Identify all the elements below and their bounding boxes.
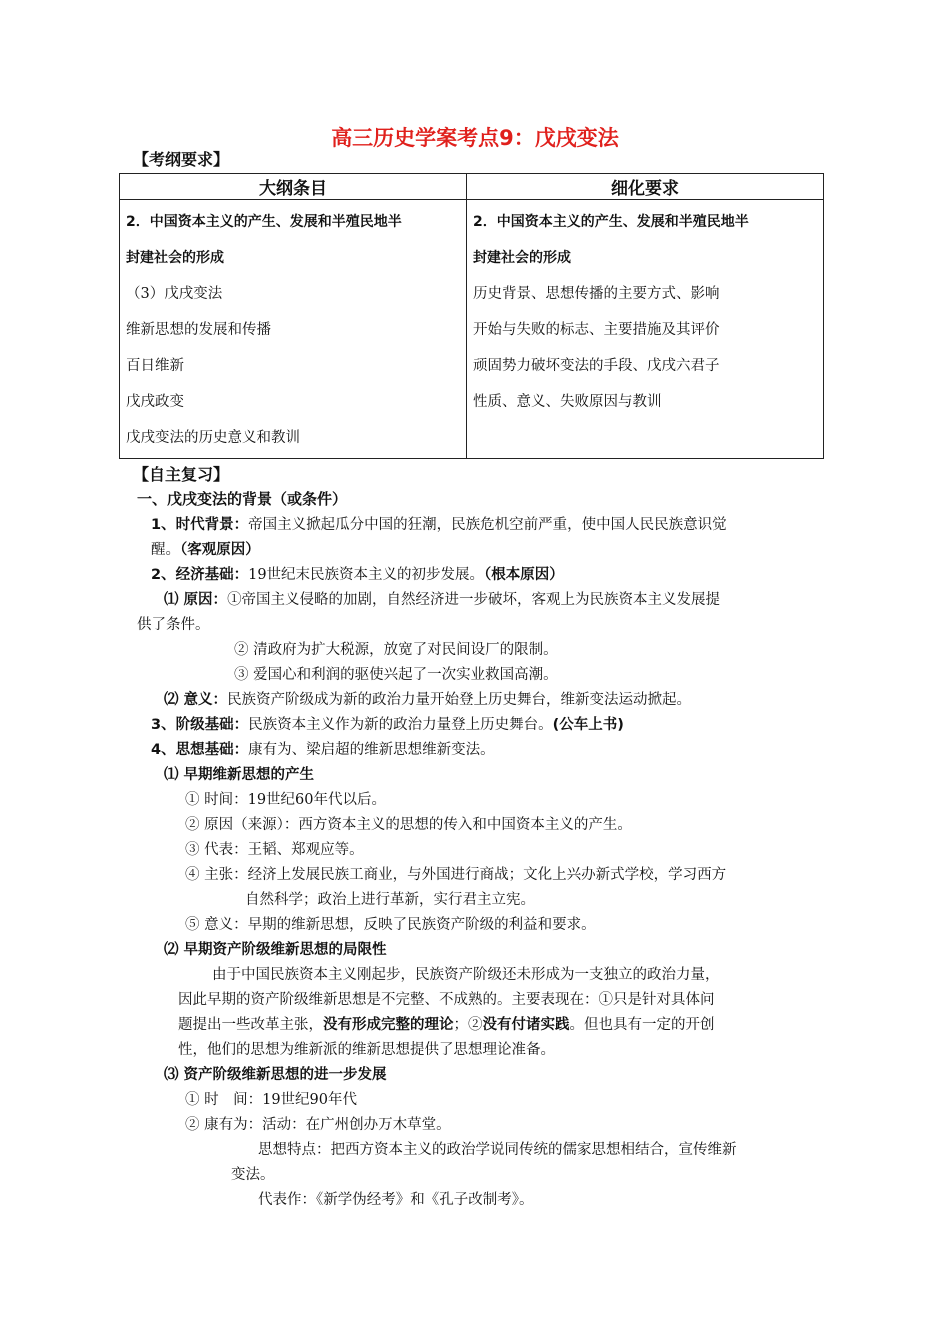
text: 19世纪末民族资本主义的初步发展。: [248, 567, 485, 583]
list-item: ③ 爱国心和利润的驱使兴起了一次实业救国高潮。: [234, 667, 558, 683]
emphasis: 没有付诸实践: [482, 1017, 570, 1033]
list-item-cont: 自然科学；政治上进行革新，实行君主立宪。: [245, 892, 535, 908]
paragraph-line: 因此早期的资产阶级维新思想是不完整、不成熟的。主要表现在：①只是针对具体问: [178, 992, 715, 1008]
details-cell: [467, 200, 824, 459]
table-cell-line: 百日维新: [126, 358, 184, 374]
table-cell-line: 性质、意义、失败原因与教训: [473, 394, 662, 410]
tag: （根本原因）: [484, 567, 564, 583]
paragraph-cause: [164, 588, 720, 609]
table-cell-line: 维新思想的发展和传播: [126, 322, 271, 338]
paragraph-class-basis: [151, 713, 624, 734]
table-cell-line: 2．中国资本主义的产生、发展和半殖民地半: [473, 214, 749, 230]
section-heading-review: 【自主复习】: [133, 465, 230, 484]
label: 2、经济基础：: [151, 567, 249, 583]
page-title: 高三历史学案考点9：戊戌变法: [331, 126, 619, 150]
table-cell-line: 2．中国资本主义的产生、发展和半殖民地半: [126, 214, 402, 230]
table-cell-line: 封建社会的形成: [473, 250, 571, 266]
table-cell-line: 戊戌政变: [126, 394, 184, 410]
paragraph-line: 性，他们的思想为维新派的维新思想提供了思想理论准备。: [178, 1042, 555, 1058]
paragraph-ideological-basis: [151, 738, 495, 759]
table-cell-line: 开始与失败的标志、主要措施及其评价: [473, 322, 720, 338]
list-item: ② 康有为：活动：在广州创办万木草堂。: [185, 1117, 451, 1133]
paragraph-cause-cont: 供了条件。: [137, 617, 210, 633]
emphasis: 没有形成完整的理论: [323, 1017, 454, 1033]
table-cell-line: 顽固势力破坏变法的手段、戊戌六君子: [473, 358, 720, 374]
text: ；②: [453, 1017, 483, 1033]
text: 帝国主义掀起瓜分中国的狂潮，民族危机空前严重，使中国人民民族意识觉: [248, 517, 727, 533]
text: 。但也具有一定的开创: [569, 1017, 715, 1033]
list-item: ③ 代表：王韬、郑观应等。: [185, 842, 364, 858]
paragraph-economic-basis: [151, 563, 564, 584]
tag: （客观原因）: [180, 542, 260, 558]
table-row: [120, 200, 824, 459]
column-header-outline: 大纲条目: [120, 174, 467, 200]
table-cell-line: 历史背景、思想传播的主要方式、影响: [473, 286, 720, 302]
list-item: ② 原因（来源）：西方资本主义的思想的传入和中国资本主义的产生。: [185, 817, 632, 833]
label: 1、时代背景：: [151, 517, 249, 533]
text: 康有为、梁启超的维新思想维新变法。: [248, 742, 495, 758]
label: 4、思想基础：: [151, 742, 249, 758]
column-header-details: 细化要求: [467, 174, 824, 200]
label: 3、阶级基础：: [151, 717, 249, 733]
text: 民族资本主义作为新的政治力量登上历史舞台。: [248, 717, 553, 733]
section-heading-outline: 【考纲要求】: [133, 150, 230, 169]
paragraph-significance: [164, 688, 691, 709]
paragraph-line: 由于中国民族资本主义刚起步，民族资产阶级还未形成为一支独立的政治力量，: [212, 967, 720, 983]
outline-table: [119, 173, 824, 459]
list-item: ① 时间：19世纪60年代以后。: [185, 792, 387, 808]
subheading-early-reform: ⑴ 早期维新思想的产生: [164, 767, 315, 783]
text: ①帝国主义侵略的加剧，自然经济进一步破坏，客观上为民族资本主义发展提: [227, 592, 721, 608]
table-cell-line: 戊戌变法的历史意义和教训: [126, 430, 300, 446]
paragraph-era-background: [151, 513, 727, 534]
text: 题提出一些改革主张，: [178, 1017, 323, 1033]
subheading-limitations: ⑵ 早期资产阶级维新思想的局限性: [164, 942, 387, 958]
subheading-further-development: ⑶ 资产阶级维新思想的进一步发展: [164, 1067, 387, 1083]
list-item-cont: 变法。: [231, 1167, 275, 1183]
list-item: ① 时 间：19世纪90年代: [185, 1092, 358, 1108]
heading-background: 一、戊戌变法的背景（或条件）: [137, 490, 348, 508]
list-item: 代表作：《新学伪经考》和《孔子改制考》。: [258, 1192, 534, 1208]
table-cell-line: 封建社会的形成: [126, 250, 224, 266]
paragraph-era-background-cont: [151, 538, 260, 559]
label: ⑵ 意义：: [164, 692, 228, 708]
table-header-row: [120, 174, 824, 200]
outline-cell: [120, 200, 467, 459]
table-cell-line: （3）戊戌变法: [126, 286, 223, 302]
list-item: ⑤ 意义：早期的维新思想，反映了民族资产阶级的利益和要求。: [185, 917, 596, 933]
paragraph-line: [178, 1013, 715, 1034]
list-item: ④ 主张：经济上发展民族工商业，与外国进行商战；文化上兴办新式学校，学习西方: [185, 867, 727, 883]
tag: (公车上书): [552, 717, 624, 733]
label: ⑴ 原因：: [164, 592, 228, 608]
list-item: ② 清政府为扩大税源，放宽了对民间设厂的限制。: [234, 642, 558, 658]
text: 民族资产阶级成为新的政治力量开始登上历史舞台，维新变法运动掀起。: [227, 692, 692, 708]
list-item: 思想特点：把西方资本主义的政治学说同传统的儒家思想相结合，宣传维新: [258, 1142, 737, 1158]
text: 醒。: [151, 542, 180, 558]
